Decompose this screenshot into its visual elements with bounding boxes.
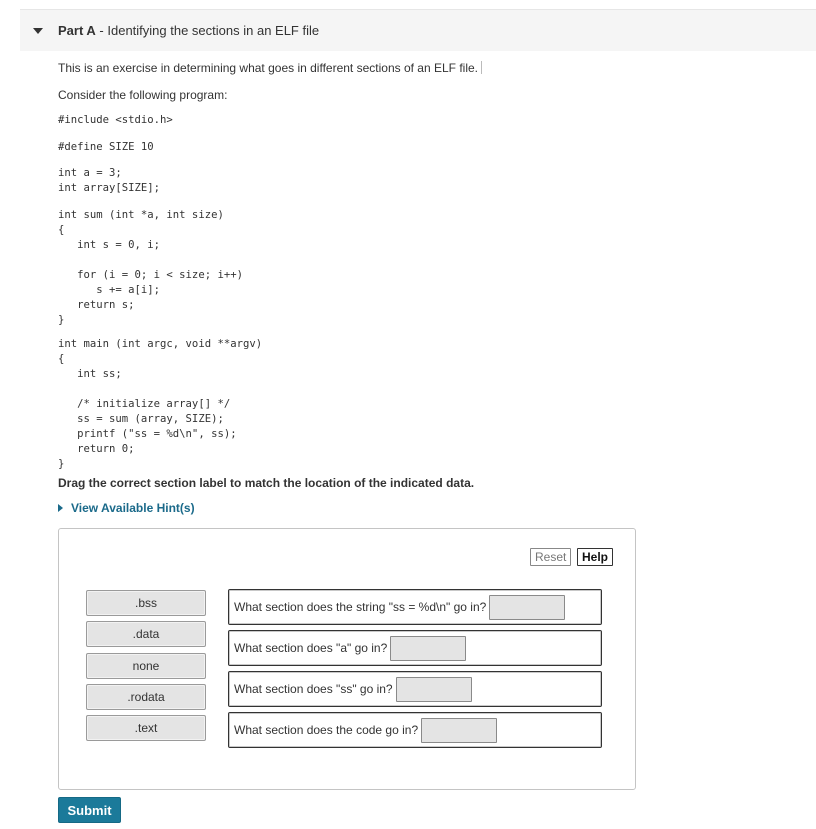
question-string-section <box>228 589 602 625</box>
question-ss-section <box>228 671 602 707</box>
label-rodata[interactable]: .rodata <box>86 684 206 710</box>
submit-button[interactable]: Submit <box>58 797 121 823</box>
code-sum-function: int sum (int *a, int size) { int s = 0, i; for (i = 0; i < size; i++) s += a[i]; return s; } <box>58 209 243 326</box>
view-hints-link[interactable] <box>58 501 195 515</box>
view-hints-label: View Available Hint(s) <box>71 501 195 515</box>
question-code-section <box>228 712 602 748</box>
part-title-text: Identifying the sections in an ELF file <box>107 23 320 38</box>
code-define: #define SIZE 10 <box>58 141 154 153</box>
part-title <box>58 23 319 38</box>
drag-drop-panel <box>58 528 636 790</box>
drop-target[interactable] <box>390 636 466 661</box>
instruction-text: Drag the correct section label to match the location of the indicated data. <box>58 476 475 490</box>
consider-text: Consider the following program: <box>58 88 228 102</box>
question-text: What section does the code go in? <box>234 723 419 737</box>
label-none[interactable]: none <box>86 653 206 679</box>
expand-caret-icon <box>58 504 63 512</box>
reset-button[interactable]: Reset <box>530 548 571 566</box>
question-text: What section does "ss" go in? <box>234 682 393 696</box>
label-text[interactable]: .text <box>86 715 206 741</box>
drop-target[interactable] <box>421 718 497 743</box>
code-main-function: int main (int argc, void **argv) { int ss; /* initialize array[] */ ss = sum (array, SIZE); printf ("ss = %d\n", ss); return 0; } <box>58 338 263 470</box>
intro-sentence: This is an exercise in determining what goes in different sections of an ELF file. <box>58 61 478 75</box>
text-cursor <box>481 61 482 74</box>
question-text: What section does the string "ss = %d\n" go in? <box>234 600 487 614</box>
code-globals: int a = 3; int array[SIZE]; <box>58 167 161 194</box>
intro-text <box>58 61 482 75</box>
question-a-section <box>228 630 602 666</box>
code-include: #include <stdio.h> <box>58 114 173 126</box>
label-bss[interactable]: .bss <box>86 590 206 616</box>
collapse-caret-icon[interactable] <box>33 28 43 34</box>
part-label: Part A <box>58 23 96 38</box>
drop-target[interactable] <box>396 677 472 702</box>
part-separator: - <box>95 23 108 38</box>
part-header[interactable] <box>20 10 816 51</box>
drop-target[interactable] <box>489 595 565 620</box>
question-text: What section does "a" go in? <box>234 641 388 655</box>
help-button[interactable]: Help <box>577 548 613 566</box>
label-data[interactable]: .data <box>86 621 206 647</box>
